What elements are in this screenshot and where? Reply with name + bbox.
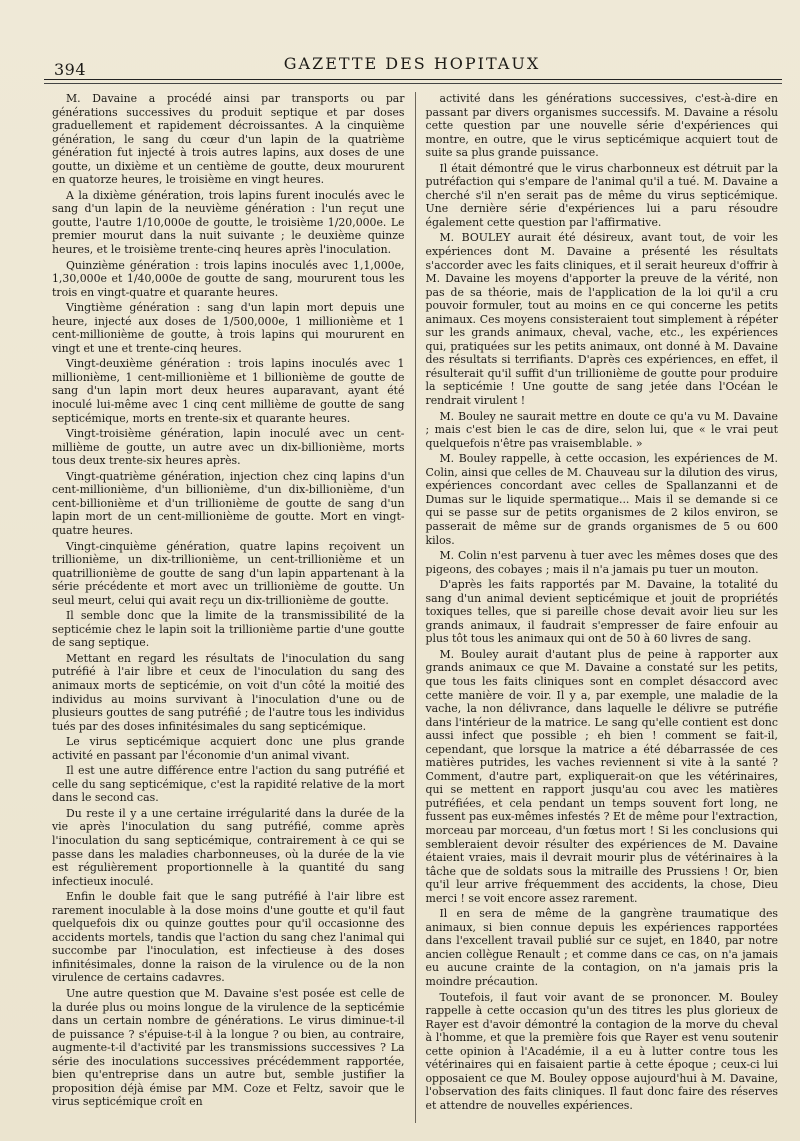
paragraph: Toutefois, il faut voir avant de se prononcer. M. Bouley rappelle à cette occasion qu'un des titres les plus glorieux de Rayer est d'avoir démontré la contagion de la morve du cheval à l'homme, et que la première fois que Rayer est venu soutenir cette opinion à l'Académie, il a eu à lutter contre tous les vétérinaires qui en faisaient partie à cette époque ; ceux-ci lui opposaient ce que M. Bouley oppose aujourd'hui à M. Davaine, l'observation des faits cliniques. Il faut donc faire des réserves et attendre de nouvelles expériences. bbox=[425, 990, 778, 1112]
journal-title: GAZETTE DES HOPITAUX bbox=[283, 54, 541, 73]
paragraph: Le virus septicémique acquiert donc une plus grande activité en passant par l'économie d'un animal vivant. bbox=[52, 735, 405, 762]
article-columns bbox=[52, 92, 778, 1123]
paragraph: M. Bouley aurait d'autant plus de peine à rapporter aux grands animaux ce que M. Davaine a constaté sur les petits, que tous les faits cliniques sont en complet désaccord avec cette manière de voir. Il y a, par exemple, une maladie de la vache, la non délivrance, dans laquelle le délivre se putréfie dans l'intérieur de la matrice. Le sang qu'elle contient est donc aussi infect que possible ; eh bien ! comment se fait-il, cependant, que lorsque la matrice a été débarrassée de ces matières putrides, les vaches reviennent si vite à la santé ? Comment, d'autre part, expliquerait-on que les vétérinaires, qui se mettent en rapport jusqu'au cou avec les matières putréfiées, et cela pendant un temps souvent fort long, ne fussent pas eux-mêmes infestés ? Et de même pour l'extraction, morceau par morceau, d'un fœtus mort ! Si les conclusions qui sembleraient devoir résulter des expériences de M. Davaine étaient vraies, mais il devrait mourir plus de vétérinaires à la tâche que de soldats sous la mitraille des Prussiens ! Or, bien qu'il leur arrive fréquemment des accidents, la chose, Dieu merci ! se voit encore assez rarement. bbox=[425, 647, 778, 905]
column-divider bbox=[415, 92, 416, 1123]
paragraph: Vingt-deuxième génération : trois lapins inoculés avec 1 millionième, 1 cent-millionième et 1 billionième de goutte de sang d'un lapin mort deux heures auparavant, ayant été inoculé lui-même avec 1 cinq cent millième de goutte de sang septicémique, morts en trente-six et quarante heures. bbox=[52, 357, 405, 425]
paragraph: Enfin le double fait que le sang putréfié à l'air libre est rarement inoculable à la dose moins d'une goutte et qu'il faut quelquefois dix ou quinze gouttes pour qu'il occasionne des accidents mortels, tandis que l'action du sang chez l'animal qui succombe par l'inoculation, est infectieuse à des doses infinitésimales, donne la raison de la virulence ou de la non virulence de certains cadavres. bbox=[52, 890, 405, 985]
paragraph: M. BOULEY aurait été désireux, avant tout, de voir les expériences dont M. Davaine a présenté les résultats s'accorder avec les faits cliniques, et il serait heureux d'offrir à M. Davaine les moyens d'apporter la preuve de la vérité, non pas de sa théorie, mais de l'application de la loi qu'il a cru pouvoir formuler, tout au moins en ce qui concerne les petits animaux. Ces moyens consisteraient tout simplement à répéter sur les grands animaux, cheval, vache, etc., les expériences qui, pratiquées sur les petits animaux, ont donné à M. Davaine des résultats si terrifiants. D'après ces expériences, en effet, il résulterait qu'il suffit d'un trillionième de goutte pour produire la septicémie ! Une goutte de sang jetée dans l'Océan le rendrait virulent ! bbox=[425, 231, 778, 408]
paragraph: M. Colin n'est parvenu à tuer avec les mêmes doses que des pigeons, des cobayes ; mais il n'a jamais pu tuer un mouton. bbox=[425, 549, 778, 576]
paragraph: Il en sera de même de la gangrène traumatique des animaux, si bien connue depuis les expériences rapportées dans l'excellent travail publié sur ce sujet, en 1840, par notre ancien collègue Renault ; et comme dans ce cas, on n'a jamais eu aucune crainte de la contagion, on n'a jamais pris la moindre précaution. bbox=[425, 907, 778, 988]
paragraph: Vingt-cinquième génération, quatre lapins reçoivent un trillionième, un dix-trillionième, un cent-trillionième et un quatrillionième de goutte de sang d'un lapin appartenant à la série précédente et mort avec un trillionième de goutte. Un seul meurt, celui qui avait reçu un dix-trillionième de goutte. bbox=[52, 539, 405, 607]
paragraph: Quinzième génération : trois lapins inoculés avec 1,1,000e, 1,30,000e et 1/40,000e de goutte de sang, moururent tous les trois en vingt-quatre et quarante heures. bbox=[52, 258, 405, 299]
paragraph: A la dixième génération, trois lapins furent inoculés avec le sang d'un lapin de la neuvième génération : l'un reçut une goutte, l'autre 1/10,000e de goutte, le troisième 1/20,000e. Le premier mourut dans la nuit suivante ; le deuxième quinze heures, et le troisième trente-cinq heures après l'inoculation. bbox=[52, 188, 405, 257]
paragraph: Il semble donc que la limite de la transmissibilité de la septicémie chez le lapin soit la trillionième partie d'une goutte de sang septique. bbox=[52, 609, 405, 650]
paragraph: Mettant en regard les résultats de l'inoculation du sang putréfié à l'air libre et ceux de l'inoculation du sang des animaux morts de septicémie, on voit d'un côté la moitié des individus au moins survivant à l'inoculation d'une ou de plusieurs gouttes de sang putréfié ; de l'autre tous les individus tués par des doses infinitésimales du sang septicémique. bbox=[52, 651, 405, 733]
header-rule bbox=[44, 79, 782, 80]
header-rule-thin bbox=[44, 83, 782, 84]
paragraph: M. Bouley ne saurait mettre en doute ce qu'a vu M. Davaine ; mais c'est bien le cas de dire, selon lui, que « le vrai peut quelquefois n'être pas vraisemblable. » bbox=[425, 409, 778, 450]
paragraph: Vingt-troisième génération, lapin inoculé avec un cent-millième de goutte, un autre avec un dix-billionième, morts tous deux trente-six heures après. bbox=[52, 427, 405, 468]
page-header bbox=[44, 52, 780, 78]
paragraph: activité dans les générations successives, c'est-à-dire en passant par divers organismes successifs. M. Davaine a résolu cette question par une nouvelle série d'expériences qui montre, en outre, que le virus septicémique acquiert tout de suite sa plus grande puissance. bbox=[425, 92, 778, 160]
page-number: 394 bbox=[54, 60, 87, 79]
paragraph: Il était démontré que le virus charbonneux est détruit par la putréfaction qui s'empare de l'animal qu'il a tué. M. Davaine a cherché s'il n'en serait pas de même du virus septicémique. Une dernière série d'expériences lui a paru résoudre également cette question par l'affirmative. bbox=[425, 161, 778, 229]
paragraph: Vingtième génération : sang d'un lapin mort depuis une heure, injecté aux doses de 1/500,000e, 1 millionième et 1 cent-millionième de goutte, à trois lapins qui moururent en vingt et une et trente-cinq heures. bbox=[52, 301, 405, 355]
paragraph: D'après les faits rapportés par M. Davaine, la totalité du sang d'un animal devient septicémique et jouit de propriétés toxiques telles, que si pareille chose devait avoir lieu sur les grands animaux, il faudrait s'empresser de faire enfouir au plus tôt tous les animaux qui ont de 50 à 60 livres de sang. bbox=[425, 578, 778, 646]
paragraph: M. Bouley rappelle, à cette occasion, les expériences de M. Colin, ainsi que celles de M. Chauveau sur la dilution des virus, expériences concordant avec celles de Spallanzanni et de Dumas sur le liquide spermatique... Mais il se demande si ce qui se passe sur de petits organismes de 2 kilos environ, se passerait de même sur de grands organismes de 5 ou 600 kilos. bbox=[425, 452, 778, 547]
left-column bbox=[52, 92, 405, 1123]
paragraph: Vingt-quatrième génération, injection chez cinq lapins d'un cent-millionième, d'un billionième, d'un dix-billionième, d'un cent-billionième et d'un trillionième de goutte de sang d'un lapin mort de un cent-millionième de goutte. Mort en vingt-quatre heures. bbox=[52, 469, 405, 537]
right-column bbox=[426, 92, 779, 1123]
paragraph: Il est une autre différence entre l'action du sang putréfié et celle du sang septicémique, c'est la rapidité relative de la mort dans le second cas. bbox=[52, 764, 405, 805]
paragraph: Une autre question que M. Davaine s'est posée est celle de la durée plus ou moins longue de la virulence de la septicémie dans un certain nombre de générations. Le virus diminue-t-il de puissance ? s'épuise-t-il à la longue ? ou bien, au contraire, augmente-t-il d'activité par les transmissions successives ? La série des inoculations successives précédemment rapportée, bien qu'entreprise dans un autre but, semble justifier la proposition déjà émise par MM. Coze et Feltz, savoir que le virus septicémique croît en bbox=[52, 987, 405, 1109]
paragraph: M. Davaine a procédé ainsi par transports ou par générations successives du produit septique et par doses graduellement et rapidement décroissantes. A la cinquième génération, le sang du cœur d'un lapin de la quatrième génération fut injecté à trois autres lapins, aux doses de une goutte, un dixième et un centième de goutte, deux moururent en quatorze heures, le troisième en vingt heures. bbox=[52, 92, 405, 187]
paragraph: Du reste il y a une certaine irrégularité dans la durée de la vie après l'inoculation du sang putréfié, comme après l'inoculation du sang septicémique, contrairement à ce qui se passe dans les maladies charbonneuses, où la durée de la vie est régulièrement proportionnelle à la quantité du sang infectieux inoculé. bbox=[52, 806, 405, 888]
